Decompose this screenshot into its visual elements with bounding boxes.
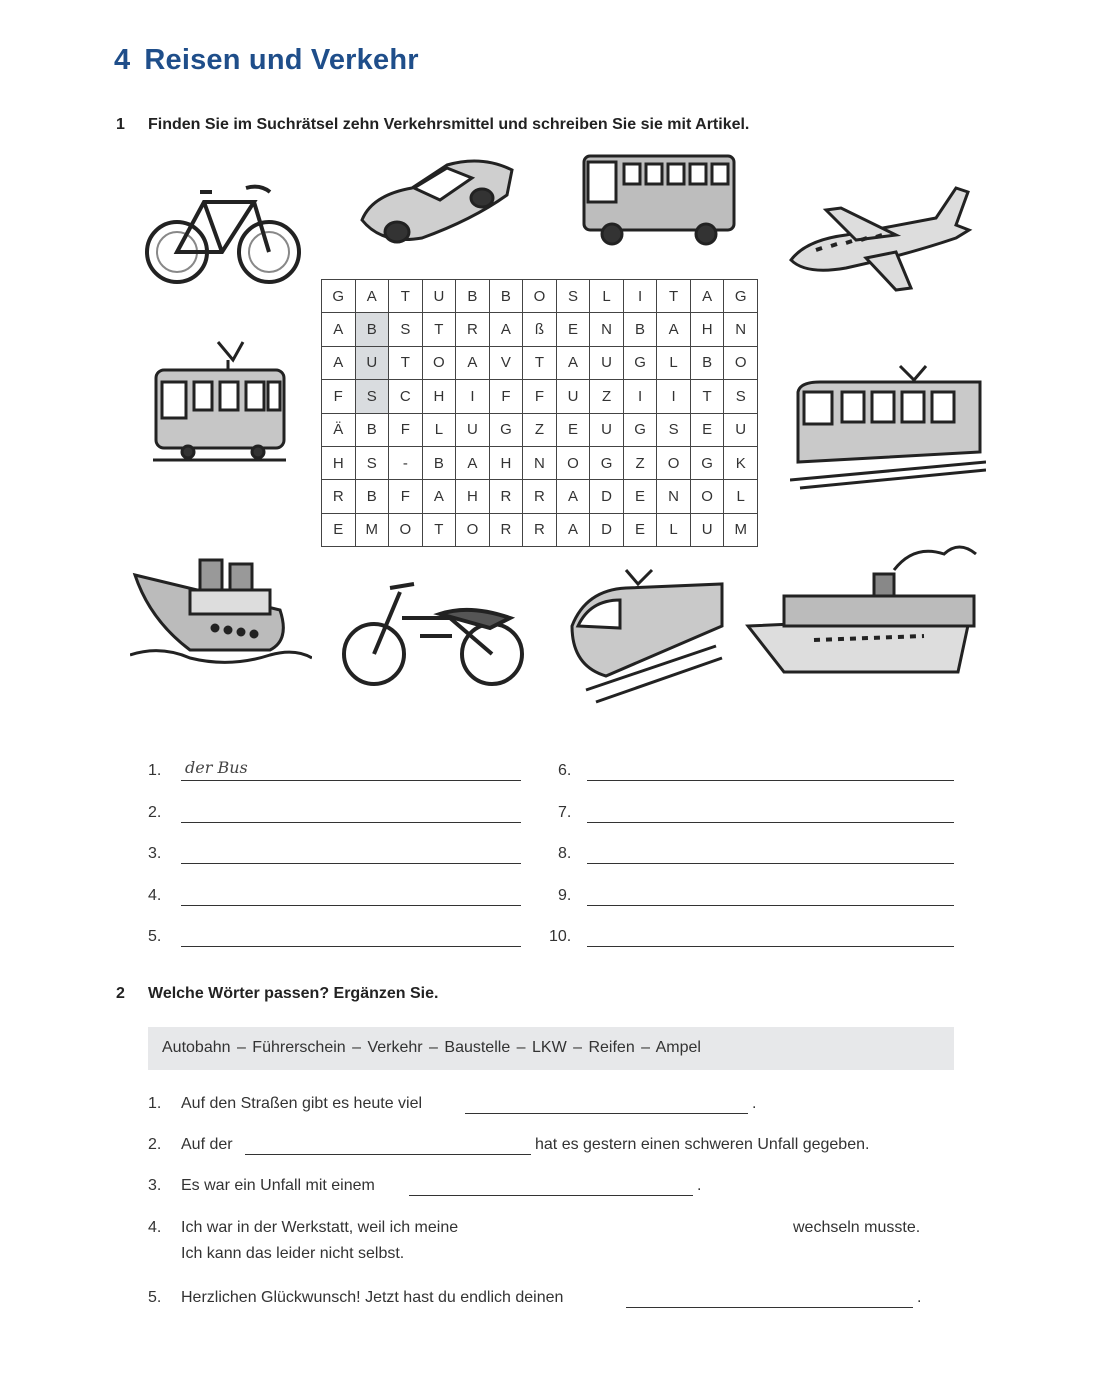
grid-cell: O <box>523 280 557 313</box>
grid-cell: M <box>724 513 758 546</box>
grid-cell: S <box>657 413 691 446</box>
grid-cell: O <box>657 446 691 479</box>
grid-cell: F <box>389 413 423 446</box>
tram-image <box>148 338 288 468</box>
chapter-title: Reisen und Verkehr <box>144 44 419 76</box>
grid-cell: - <box>389 446 423 479</box>
sentence-text-before: Auf den Straßen gibt es heute viel <box>181 1095 423 1112</box>
grid-cell: R <box>322 480 356 513</box>
answer-number: 8. <box>558 845 572 862</box>
grid-cell: B <box>456 280 490 313</box>
sentence-text-before: Herzlichen Glückwunsch! Jetzt hast du endlich deinen <box>181 1289 564 1306</box>
grid-cell: B <box>690 346 724 379</box>
grid-cell: ß <box>523 313 557 346</box>
grid-cell: H <box>422 380 456 413</box>
grid-cell: R <box>523 513 557 546</box>
grid-cell: F <box>489 380 523 413</box>
grid-row <box>322 413 758 446</box>
grid-cell: R <box>456 313 490 346</box>
grid-cell: T <box>690 380 724 413</box>
task1-instruction: Finden Sie im Suchrätsel zehn Verkehrsmittel und schreiben Sie sie mit Artikel. <box>148 116 750 133</box>
grid-cell: U <box>355 346 389 379</box>
answer-number: 10. <box>549 928 572 945</box>
grid-cell: B <box>355 413 389 446</box>
grid-cell: F <box>389 480 423 513</box>
grid-cell: T <box>422 313 456 346</box>
grid-cell: S <box>556 280 590 313</box>
grid-cell: G <box>489 413 523 446</box>
word-search-grid <box>321 279 758 547</box>
grid-cell: E <box>556 313 590 346</box>
grid-cell: Z <box>623 446 657 479</box>
grid-cell: Z <box>590 380 624 413</box>
sentence-number: 5. <box>148 1289 162 1306</box>
answer-number: 7. <box>558 804 572 821</box>
train-image <box>790 362 986 490</box>
grid-cell: U <box>456 413 490 446</box>
answer-input-line[interactable] <box>181 905 521 906</box>
grid-cell: F <box>523 380 557 413</box>
answer-number: 5. <box>148 928 162 945</box>
sentence-text-before: Auf der <box>181 1136 233 1153</box>
grid-cell: U <box>590 346 624 379</box>
grid-cell: R <box>523 480 557 513</box>
grid-cell: O <box>724 346 758 379</box>
answer-input-line[interactable] <box>587 780 954 781</box>
answer-input-line[interactable] <box>181 780 521 781</box>
grid-cell: M <box>355 513 389 546</box>
grid-cell: B <box>422 446 456 479</box>
page-title <box>114 44 419 77</box>
grid-cell: G <box>690 446 724 479</box>
grid-cell: F <box>322 380 356 413</box>
sentence-text-before: Es war ein Unfall mit einem <box>181 1177 375 1194</box>
grid-cell: C <box>389 380 423 413</box>
answer-input-line[interactable] <box>587 946 954 947</box>
grid-cell: G <box>724 280 758 313</box>
grid-cell: K <box>724 446 758 479</box>
sentence-number: 1. <box>148 1095 162 1112</box>
grid-cell: R <box>489 480 523 513</box>
grid-cell: E <box>623 480 657 513</box>
grid-row <box>322 313 758 346</box>
grid-cell: G <box>590 446 624 479</box>
sentence-text-before: Ich war in der Werkstatt, weil ich meine <box>181 1219 459 1236</box>
grid-row <box>322 513 758 546</box>
grid-cell: A <box>489 313 523 346</box>
sentence-number: 3. <box>148 1177 162 1194</box>
grid-cell: A <box>322 346 356 379</box>
grid-cell: U <box>590 413 624 446</box>
grid-row <box>322 346 758 379</box>
grid-cell: A <box>556 346 590 379</box>
sentence-blank-input[interactable] <box>626 1307 913 1308</box>
answer-input-line[interactable] <box>181 822 521 823</box>
grid-cell: H <box>322 446 356 479</box>
grid-cell: V <box>489 346 523 379</box>
grid-cell: A <box>456 446 490 479</box>
grid-cell: T <box>523 346 557 379</box>
answer-number: 2. <box>148 804 162 821</box>
grid-cell: G <box>623 413 657 446</box>
grid-cell: I <box>456 380 490 413</box>
grid-cell: S <box>724 380 758 413</box>
grid-cell: A <box>322 313 356 346</box>
word-bank-text: Autobahn – Führerschein – Verkehr – Baustelle – LKW – Reifen – Ampel <box>162 1039 701 1056</box>
grid-cell: T <box>422 513 456 546</box>
grid-cell: G <box>623 346 657 379</box>
grid-cell: O <box>422 346 456 379</box>
grid-cell: A <box>556 480 590 513</box>
grid-cell: D <box>590 513 624 546</box>
grid-row <box>322 380 758 413</box>
grid-row <box>322 480 758 513</box>
answer-number: 9. <box>558 887 572 904</box>
sentence-blank-input[interactable] <box>505 1237 787 1238</box>
grid-cell: U <box>690 513 724 546</box>
answer-input-line[interactable] <box>587 905 954 906</box>
grid-cell: Ä <box>322 413 356 446</box>
grid-cell: U <box>422 280 456 313</box>
grid-cell: N <box>657 480 691 513</box>
grid-cell: O <box>556 446 590 479</box>
grid-cell: N <box>523 446 557 479</box>
high-speed-train-image <box>566 566 726 706</box>
task2-number: 2 <box>116 985 125 1002</box>
motorcycle-image <box>340 578 526 692</box>
grid-cell: E <box>322 513 356 546</box>
sentence-text-after: . <box>697 1177 702 1194</box>
grid-cell: U <box>724 413 758 446</box>
grid-cell: A <box>355 280 389 313</box>
grid-cell: L <box>657 513 691 546</box>
grid-cell: B <box>355 480 389 513</box>
grid-cell: O <box>456 513 490 546</box>
grid-cell: L <box>657 346 691 379</box>
task2-instruction: Welche Wörter passen? Ergänzen Sie. <box>148 985 439 1002</box>
grid-cell: I <box>623 280 657 313</box>
bicycle-image <box>142 170 304 298</box>
sentence-blank-input[interactable] <box>245 1154 531 1155</box>
grid-cell: Z <box>523 413 557 446</box>
grid-cell: B <box>623 313 657 346</box>
grid-cell: S <box>389 313 423 346</box>
grid-cell: G <box>322 280 356 313</box>
grid-cell: D <box>590 480 624 513</box>
airplane-image <box>786 180 976 295</box>
grid-cell: I <box>657 380 691 413</box>
grid-cell: H <box>489 446 523 479</box>
sentence-text-after: . <box>917 1289 922 1306</box>
bus-image <box>578 150 738 250</box>
grid-cell: S <box>355 446 389 479</box>
grid-cell: T <box>389 280 423 313</box>
grid-row <box>322 446 758 479</box>
grid-cell: I <box>623 380 657 413</box>
sentence-text-after: wechseln musste. <box>793 1219 921 1236</box>
sentence-text-after: hat es gestern einen schweren Unfall gegeben. <box>535 1136 870 1153</box>
grid-cell: R <box>489 513 523 546</box>
grid-cell: N <box>724 313 758 346</box>
answer-input-line[interactable] <box>181 863 521 864</box>
car-image <box>352 150 522 260</box>
answer-number: 6. <box>558 762 572 779</box>
grid-cell: T <box>389 346 423 379</box>
grid-cell: A <box>456 346 490 379</box>
sentence-blank-input[interactable] <box>409 1195 693 1196</box>
grid-cell: L <box>724 480 758 513</box>
grid-cell: N <box>590 313 624 346</box>
grid-cell: A <box>422 480 456 513</box>
grid-cell: T <box>657 280 691 313</box>
chapter-number: 4 <box>114 44 131 76</box>
answer-input-line[interactable] <box>181 946 521 947</box>
grid-cell: A <box>690 280 724 313</box>
grid-cell: H <box>690 313 724 346</box>
grid-cell: A <box>657 313 691 346</box>
sentence-text-line2: Ich kann das leider nicht selbst. <box>181 1245 405 1261</box>
sentence-text-after: . <box>752 1095 757 1112</box>
task1-number: 1 <box>116 116 125 133</box>
steamship-image <box>130 520 312 670</box>
grid-cell: O <box>690 480 724 513</box>
grid-cell: O <box>389 513 423 546</box>
answer-input-line[interactable] <box>587 863 954 864</box>
grid-cell: L <box>422 413 456 446</box>
answer-number: 3. <box>148 845 162 862</box>
grid-cell: E <box>690 413 724 446</box>
sentence-number: 4. <box>148 1219 162 1236</box>
sentence-number: 2. <box>148 1136 162 1153</box>
grid-cell: L <box>590 280 624 313</box>
word-bank <box>148 1027 954 1070</box>
grid-row <box>322 280 758 313</box>
grid-cell: E <box>556 413 590 446</box>
ferry-image <box>744 540 980 676</box>
grid-cell: U <box>556 380 590 413</box>
grid-cell: H <box>456 480 490 513</box>
answer-number: 4. <box>148 887 162 904</box>
grid-cell: E <box>623 513 657 546</box>
grid-cell: B <box>489 280 523 313</box>
answer-number: 1. <box>148 762 162 779</box>
grid-cell: A <box>556 513 590 546</box>
sentence-blank-input[interactable] <box>465 1113 748 1114</box>
answer-value: der Bus <box>185 758 248 777</box>
answer-input-line[interactable] <box>587 822 954 823</box>
grid-cell: S <box>355 380 389 413</box>
grid-cell: B <box>355 313 389 346</box>
